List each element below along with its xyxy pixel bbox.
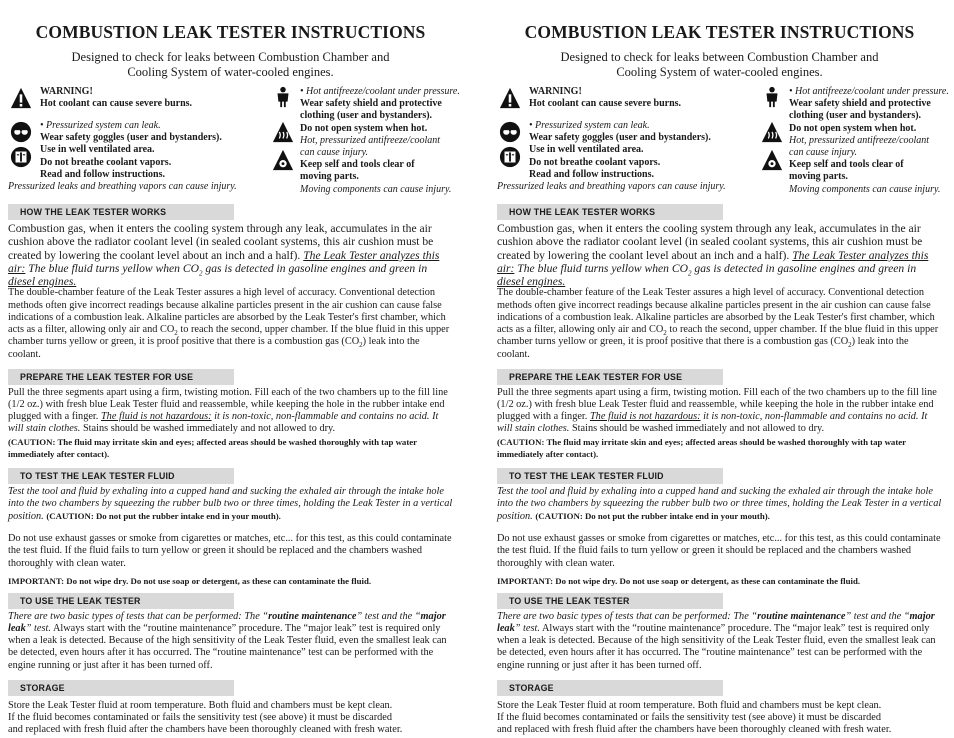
section-prepare-text: Pull the three segments apart using a firm, twisting motion. Fill each of the two chambers up to the fill line (1/2 oz.) with fresh blue Leak Tester fluid and reassemble, while keeping the hole in the rubber intake end plugged with a finger. The fluid is not hazardous: it is non-toxic, non-flammable and contains no acid. It will stain clothes. Stains should be washed immediately and not allowed to dry.	[8, 386, 448, 435]
section-storage-text: Store the Leak Tester fluid at room temperature. Both fluid and chambers must be kept clean. If the fluid becomes contaminated or fails the sensitivity test (see above) it must be discarded and replaced with fresh fluid after the chambers have been thoroughly cleaned with fresh water.	[497, 699, 892, 736]
protective-clothing-icon	[761, 86, 783, 108]
section-test-text-2: Do not use exhaust gasses or smoke from cigarettes or matches, etc... for this test, as this could contaminate the test fluid. If the fluid fails to turn yellow or green it should be replaced and the chambers washed thoroughly with clean water.	[8, 533, 452, 569]
section-heading-use: TO USE THE LEAK TESTER	[497, 593, 723, 609]
section-how-text: Combustion gas, when it enters the cooling system through any leak, accumulates in the air cushion above the radiator coolant level (in sealed coolant systems, this air cushion must be created by lowering the coolant level about an inch and a half). The Leak Tester analyzes this air: The blue fluid turns yellow when $CO_2$ gas is detected in gasoline engines and green in diesel engines.	[497, 222, 929, 289]
moving-parts-icon	[761, 149, 783, 171]
warning-panel: WARNING! Hot coolant can cause severe burns. • Pressurized system can leak. Wear safety goggles (user and bystanders). Use in well ventilated area. Do not breathe coolant vapors. Read and follow instructions. Pressurized leaks and breathing vapors can cause injury. • Hot antifreeze/coolant under pressure. Wear safety shield and protective clothing (user and bystanders). Do not open system when hot. Hot, pressurized antifreeze/coolant can cause injury. Keep self and tools clear of moving parts. Moving components can cause injury.	[8, 86, 460, 195]
section-heading-storage: STORAGE	[8, 680, 234, 696]
warning-triangle-icon	[499, 87, 521, 109]
prepare-caution: (CAUTION: The fluid may irritate skin and eyes; affected areas should be washed thoroughly with tap water immediately after contact).	[497, 436, 906, 459]
section-heading-test: TO TEST THE LEAK TESTER FLUID	[8, 468, 234, 484]
read-manual-icon	[10, 146, 32, 168]
subtitle: Designed to check for leaks between Combustion Chamber and Cooling System of water-cooled engines.	[560, 50, 879, 79]
section-prepare-text: Pull the three segments apart using a firm, twisting motion. Fill each of the two chambers up to the fill line (1/2 oz.) with fresh blue Leak Tester fluid and reassemble, while keeping the hole in the rubber intake end plugged with a finger. The fluid is not hazardous: it is non-toxic, non-flammable and contains no acid. It will stain clothes. Stains should be washed immediately and not allowed to dry.	[497, 386, 937, 435]
section-test-text: Test the tool and fluid by exhaling into a cupped hand and sucking the exhaled air through the intake hole into the two chambers by squeezing the rubber bulb two or three times, holding the Leak Tester in a vertical position. (CAUTION: Do not put the rubber intake end in your mouth).	[497, 485, 942, 522]
warning-triangle-icon	[10, 87, 32, 109]
section-heading-test: TO TEST THE LEAK TESTER FLUID	[497, 468, 723, 484]
section-heading-storage: STORAGE	[497, 680, 723, 696]
moving-parts-icon	[272, 149, 294, 171]
section-heading-how: HOW THE LEAK TESTER WORKS	[497, 204, 723, 220]
safety-goggles-icon	[10, 121, 32, 143]
section-test-text: Test the tool and fluid by exhaling into a cupped hand and sucking the exhaled air through the intake hole into the two chambers by squeezing the rubber bulb two or three times, holding the Leak Tester in a vertical position. (CAUTION: Do not put the rubber intake end in your mouth).	[8, 485, 453, 522]
page-title: COMBUSTION LEAK TESTER INSTRUCTIONS	[35, 22, 426, 42]
protective-clothing-icon	[272, 86, 294, 108]
read-manual-icon	[499, 146, 521, 168]
section-how-text-2: The double-chamber feature of the Leak Tester assures a high level of accuracy. Conventional detection methods often give incorrect readings because alkaline particles present in the air cushion can cause false indications of a combustion leak. Alkaline particles are absorbed by the Leak Tester's first chamber, which acts as a filter, allowing only air and $CO_2$ to reach the second, upper chamber. If the blue fluid in this upper chamber turns yellow or green, it is proof positive that there is a combustion gas $(CO_2)$ leak into the coolant.	[497, 287, 939, 360]
prepare-caution: (CAUTION: The fluid may irritate skin and eyes; affected areas should be washed thoroughly with tap water immediately after contact).	[8, 436, 417, 459]
instruction-column-left	[8, 0, 460, 736]
section-use-text: There are two basic types of tests that can be performed: The “routine maintenance” test and the “major leak” test. Always start with the “routine maintenance” procedure. The “major leak” test is required only when a leak is detected. Because of the high sensitivity of the Leak Tester fluid, even the smallest leak can be detected, even hours after it has occurred. The “routine maintenance” test can be performed with the engine running or just after it has been turned off.	[497, 610, 936, 671]
section-test-text-2: Do not use exhaust gasses or smoke from cigarettes or matches, etc... for this test, as this could contaminate the test fluid. If the fluid fails to turn yellow or green it should be replaced and the chambers washed thoroughly with clean water.	[497, 533, 941, 569]
hot-surface-icon	[272, 121, 294, 143]
page-title: COMBUSTION LEAK TESTER INSTRUCTIONS	[524, 22, 915, 42]
test-important-note: IMPORTANT: Do not wipe dry. Do not use soap or detergent, as these can contaminate the fluid.	[497, 575, 861, 586]
safety-goggles-icon	[499, 121, 521, 143]
hot-surface-icon	[761, 121, 783, 143]
section-heading-prepare: PREPARE THE LEAK TESTER FOR USE	[8, 369, 234, 385]
subtitle: Designed to check for leaks between Combustion Chamber and Cooling System of water-cooled engines.	[71, 50, 390, 79]
section-how-text-2: The double-chamber feature of the Leak Tester assures a high level of accuracy. Conventional detection methods often give incorrect readings because alkaline particles present in the air cushion can cause false indications of a combustion leak. Alkaline particles are absorbed by the Leak Tester's first chamber, which acts as a filter, allowing only air and $CO_2$ to reach the second, upper chamber. If the blue fluid in this upper chamber turns yellow or green, it is proof positive that there is a combustion gas $(CO_2)$ leak into the coolant.	[8, 287, 450, 360]
section-heading-prepare: PREPARE THE LEAK TESTER FOR USE	[497, 369, 723, 385]
section-use-text: There are two basic types of tests that can be performed: The “routine maintenance” test and the “major leak” test. Always start with the “routine maintenance” procedure. The “major leak” test is required only when a leak is detected. Because of the high sensitivity of the Leak Tester fluid, even the smallest leak can be detected, even hours after it has occurred. The “routine maintenance” test can be performed with the engine running or just after it has been turned off.	[8, 610, 447, 671]
section-heading-how: HOW THE LEAK TESTER WORKS	[8, 204, 234, 220]
warning-panel: WARNING! Hot coolant can cause severe burns. • Pressurized system can leak. Wear safety goggles (user and bystanders). Use in well ventilated area. Do not breathe coolant vapors. Read and follow instructions. Pressurized leaks and breathing vapors can cause injury. • Hot antifreeze/coolant under pressure. Wear safety shield and protective clothing (user and bystanders). Do not open system when hot. Hot, pressurized antifreeze/coolant can cause injury. Keep self and tools clear of moving parts. Moving components can cause injury.	[497, 86, 949, 195]
instruction-column-right	[497, 0, 949, 736]
section-how-text: Combustion gas, when it enters the cooling system through any leak, accumulates in the air cushion above the radiator coolant level (in sealed coolant systems, this air cushion must be created by lowering the coolant level about an inch and a half). The Leak Tester analyzes this air: The blue fluid turns yellow when $CO_2$ gas is detected in gasoline engines and green in diesel engines.	[8, 222, 440, 289]
test-important-note: IMPORTANT: Do not wipe dry. Do not use soap or detergent, as these can contaminate the fluid.	[8, 575, 372, 586]
section-storage-text: Store the Leak Tester fluid at room temperature. Both fluid and chambers must be kept clean. If the fluid becomes contaminated or fails the sensitivity test (see above) it must be discarded and replaced with fresh fluid after the chambers have been thoroughly cleaned with fresh water.	[8, 699, 403, 736]
section-heading-use: TO USE THE LEAK TESTER	[8, 593, 234, 609]
